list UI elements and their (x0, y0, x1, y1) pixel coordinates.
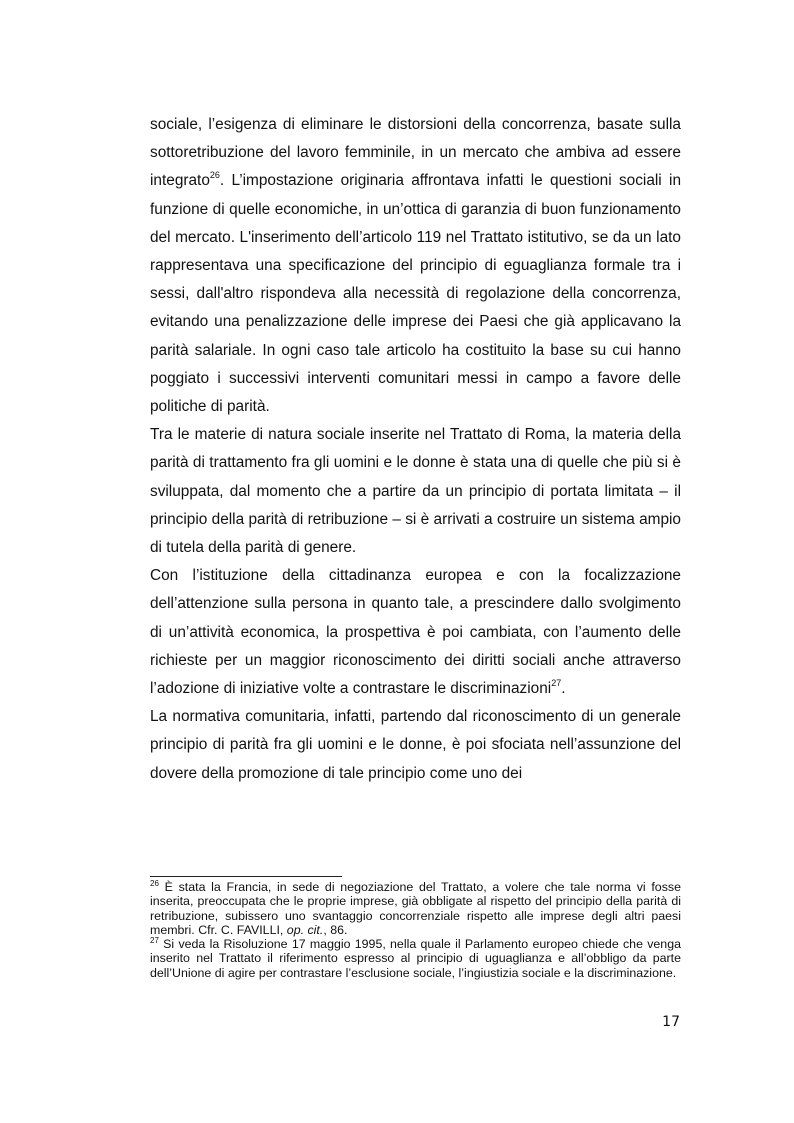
body-text (150, 111, 681, 788)
footnote-number-27: 27 (150, 936, 159, 946)
paragraph-1-text-a: sociale, l’esigenza di eliminare le distorsioni della concorrenza, basate sulla sottoretribuzione del lavoro femminile, in un mercato che ambiva ad essere integrato (150, 116, 681, 190)
footnote-26 (150, 880, 681, 937)
footnote-26-text-a: È stata la Francia, in sede di negoziazione del Trattato, a volere che tale norma vi fosse inserita, preoccupata che le proprie imprese, già obbligate al rispetto del principio della parità di retribuzione, subissero uno svantaggio concorrenziale rispetto alle imprese degli altri paesi membri. Cfr. C. FAVILLI, (150, 880, 681, 937)
footnote-26-citation-italic: op. cit. (286, 922, 324, 937)
paragraph-3 (150, 562, 681, 703)
footnote-27 (150, 937, 681, 980)
footnote-27-text: Si veda la Risoluzione 17 maggio 1995, nella quale il Parlamento europeo chiede che venga inserito nel Trattato il riferimento espresso al principio di uguaglianza e all’obbligo da parte dell’Unione di agire per contrastare l’esclusione sociale, l’ingiustizia sociale e la discriminazione. (150, 937, 681, 980)
footnotes (150, 880, 681, 980)
footnote-26-text-b: , 86. (323, 922, 348, 937)
footnote-separator (150, 876, 342, 877)
paragraph-3-text-b: . (561, 680, 566, 698)
paragraph-2: Tra le materie di natura sociale inserite nel Trattato di Roma, la materia della parità di trattamento fra gli uomini e le donne è stata una di quelle che più si è sviluppata, dal momento che a partire da un principio di portata limitata – il principio della parità di retribuzione – si è arrivati a costruire un sistema ampio di tutela della parità di genere. (150, 426, 681, 557)
page-number: 17 (662, 1014, 680, 1030)
paragraph-4: La normativa comunitaria, infatti, partendo dal riconoscimento di un generale principio di parità fra gli uomini e le donne, è poi sfociata nell’assunzione del dovere della promozione di tale principio come uno dei (150, 708, 681, 782)
footnote-number-26: 26 (150, 879, 159, 888)
paragraph-1-text-b: . L’impostazione originaria affrontava infatti le questioni sociali in funzione di quelle economiche, in un’ottica di garanzia di buon funzionamento del mercato. L'inserimento dell’articolo 119 nel Trattato istitutivo, se da un lato rappresentava una specificazione del principio di eguaglianza formale tra i sessi, dall'altro rispondeva alla necessità di regolazione della concorrenza, evitando una penalizzazione delle imprese dei Paesi che già applicavano la parità salariale. In ogni caso tale articolo ha costituito la base su cui hanno poggiato i successivi interventi comunitari messi in campo a favore delle politiche di parità. (150, 172, 681, 416)
paragraph-3-text-a: Con l’istituzione della cittadinanza europea e con la focalizzazione dell’attenzione sulla persona in quanto tale, a prescindere dallo svolgimento di un’attività economica, la prospettiva è poi cambiata, con l’aumento delle richieste per un maggior riconoscimento dei diritti sociali anche attraverso l’adozione di iniziative volte a contrastare le discriminazioni (150, 567, 681, 698)
footnote-ref-27[interactable]: 27 (551, 678, 562, 689)
paragraph-1 (150, 111, 681, 421)
footnote-ref-26[interactable]: 26 (209, 170, 220, 181)
